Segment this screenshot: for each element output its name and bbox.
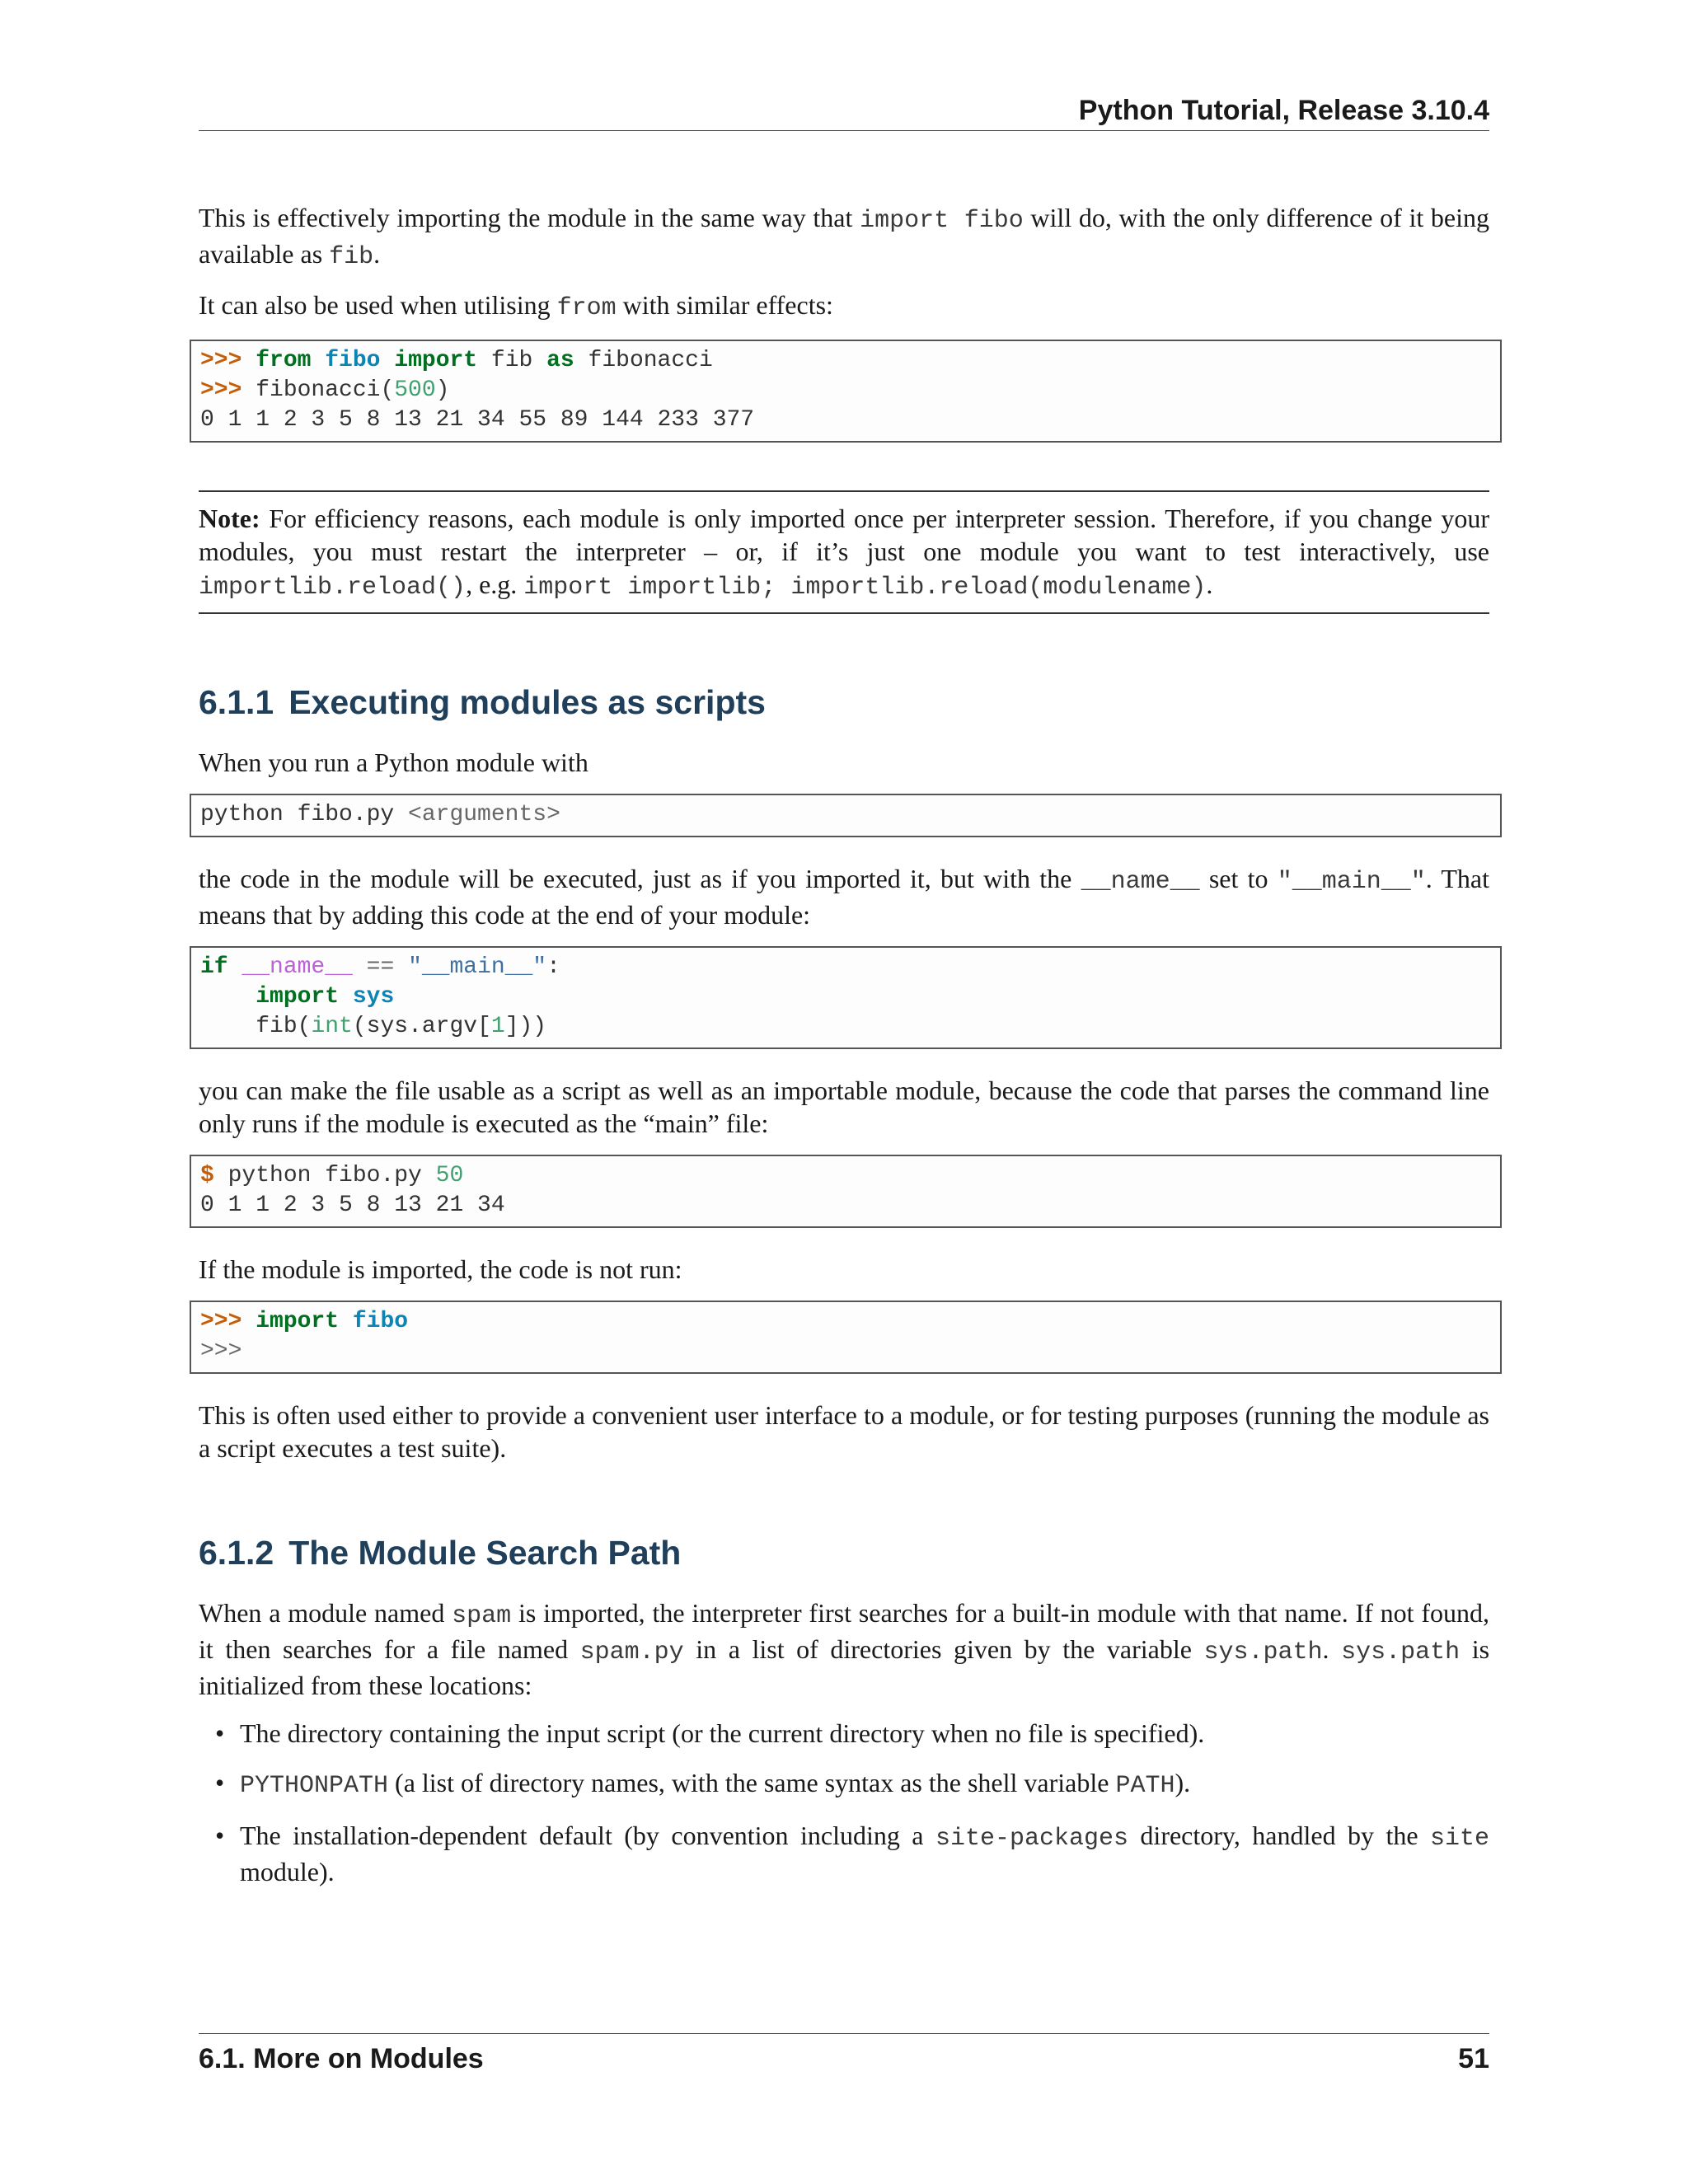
code-block-main-guard[interactable]	[190, 946, 1502, 1049]
paragraph	[199, 862, 1489, 931]
note-label: Note:	[199, 504, 260, 533]
code-block-run-command[interactable]	[190, 794, 1502, 837]
inline-code: from	[556, 294, 617, 322]
text: .	[1322, 1634, 1342, 1664]
text: is initialized from these locations:	[199, 1634, 1490, 1700]
inline-code: spam.py	[579, 1638, 684, 1666]
page-content	[199, 201, 1489, 1905]
bullet-list	[199, 1717, 1489, 1888]
code-text: fibonacci(	[256, 377, 395, 403]
code-text: fib	[477, 348, 547, 373]
text: It can also be used when utilising	[199, 290, 557, 320]
keyword: import	[256, 1309, 340, 1334]
keyword: if	[200, 954, 228, 980]
string: "__main__"	[408, 954, 547, 980]
code-text: )	[435, 377, 450, 403]
list-item	[240, 1766, 1489, 1802]
number: 50	[435, 1163, 464, 1188]
prompt: >>>	[200, 1338, 242, 1364]
inline-code: sys.path	[1341, 1638, 1461, 1666]
code-block-import[interactable]	[190, 1301, 1502, 1374]
section-number: 6.1.2	[199, 1534, 274, 1572]
note-box	[199, 490, 1489, 614]
keyword: from	[256, 348, 312, 373]
text: (a list of directory names, with the same syntax as the shell variable	[388, 1768, 1116, 1797]
module-name: fibo	[352, 1309, 409, 1334]
prompt: >>>	[200, 1309, 256, 1334]
list-item	[240, 1819, 1489, 1888]
code-output: 0 1 1 2 3 5 8 13 21 34 55 89 144 233 377	[200, 407, 755, 433]
text: the code in the module will be executed, just as if you imported it, but with the	[199, 864, 1081, 893]
text: with similar effects:	[616, 290, 833, 320]
page-footer	[199, 2041, 1489, 2077]
text: .	[1206, 569, 1213, 599]
prompt: >>>	[200, 377, 256, 403]
text: , e.g.	[466, 569, 524, 599]
page-number: 51	[1458, 2043, 1489, 2074]
text: For efficiency reasons, each module is only imported once per interpreter session. Therefore, if you change your modules, you must restart the interpreter – or, if it’s just one module you want to test interactively, use	[199, 504, 1489, 566]
code-argument: <arguments>	[408, 802, 560, 827]
document-page	[199, 0, 1489, 2184]
inline-code: import fibo	[860, 207, 1024, 235]
text: .	[373, 239, 381, 269]
intro-paragraph-1	[199, 201, 1489, 274]
section-number: 6.1.1	[199, 683, 274, 721]
prompt: >>>	[200, 348, 256, 373]
section-heading-6-1-2	[199, 1532, 1489, 1573]
section-title: Executing modules as scripts	[288, 683, 766, 721]
variable: __name__	[241, 954, 353, 980]
keyword: as	[546, 348, 574, 373]
paragraph	[199, 1596, 1489, 1702]
paragraph: If the module is imported, the code is not run:	[199, 1254, 682, 1284]
text: directory, handled by the	[1128, 1821, 1430, 1850]
inline-code: site	[1429, 1825, 1489, 1853]
footer-section-title: 6.1. More on Modules	[199, 2043, 484, 2074]
inline-code: __name__	[1081, 868, 1200, 896]
inline-code: site-packages	[935, 1825, 1128, 1853]
header-divider	[199, 130, 1489, 131]
inline-code: spam	[452, 1602, 512, 1630]
inline-code: PYTHONPATH	[240, 1772, 389, 1800]
module-name: sys	[352, 984, 395, 1010]
keyword: import	[256, 984, 340, 1010]
builtin: int	[311, 1014, 353, 1039]
code-text: python fibo.py	[200, 802, 409, 827]
code-text: :	[546, 954, 560, 980]
text: . That means that by adding this code at the end of your module:	[199, 864, 1490, 930]
footer-divider	[199, 2033, 1489, 2034]
note-paragraph	[199, 502, 1489, 604]
intro-paragraph-2	[199, 288, 1489, 325]
code-block-shell-run[interactable]	[190, 1155, 1502, 1228]
inline-code: import importlib; importlib.reload(modulename)	[523, 574, 1207, 602]
paragraph: When you run a Python module with	[199, 748, 588, 777]
section-heading-6-1-1	[199, 682, 1489, 723]
code-text: python fibo.py	[213, 1163, 436, 1188]
text: set to	[1199, 864, 1278, 893]
section-title: The Module Search Path	[288, 1534, 682, 1572]
code-text: fib(	[256, 1014, 312, 1039]
text: The installation-dependent default (by convention including a	[240, 1821, 935, 1850]
inline-code: PATH	[1115, 1772, 1175, 1800]
inline-code: importlib.reload()	[199, 574, 467, 602]
operator: ==	[352, 954, 409, 980]
inline-code: fib	[329, 243, 374, 271]
keyword: import	[394, 348, 478, 373]
paragraph: This is often used either to provide a convenient user interface to a module, or for testing purposes (running the module as a script executes a test suite).	[199, 1400, 1489, 1463]
shell-prompt: $	[200, 1163, 214, 1188]
code-text: (sys.argv[	[352, 1014, 491, 1039]
number: 1	[490, 1014, 505, 1039]
text: in a list of directories given by the variable	[683, 1634, 1204, 1664]
inline-code: "__main__"	[1277, 868, 1426, 896]
inline-code: sys.path	[1203, 1638, 1323, 1666]
text: will do, with the only difference of it being available as	[199, 203, 1490, 269]
text: This is effectively importing the module in the same way that	[199, 203, 860, 232]
text: is imported, the interpreter first searches for a built-in module with that name. If not found, it then searches for a file named	[199, 1598, 1490, 1664]
code-text: fibonacci	[574, 348, 713, 373]
page-header: Python Tutorial, Release 3.10.4	[1078, 95, 1489, 126]
paragraph: you can make the file usable as a script as well as an importable module, because the code that parses the command line only runs if the module is executed as the “main” file:	[199, 1076, 1489, 1138]
code-text: ]))	[504, 1014, 547, 1039]
text: module).	[240, 1857, 335, 1886]
number: 500	[394, 377, 436, 403]
code-block-fibonacci[interactable]	[190, 340, 1502, 443]
text: ).	[1175, 1768, 1191, 1797]
list-item: • The directory containing the input script (or the current directory when no file is specified).	[240, 1717, 1489, 1750]
text: When a module named	[199, 1598, 452, 1628]
module-name: fibo	[325, 348, 381, 373]
code-output: 0 1 1 2 3 5 8 13 21 34	[200, 1193, 505, 1218]
